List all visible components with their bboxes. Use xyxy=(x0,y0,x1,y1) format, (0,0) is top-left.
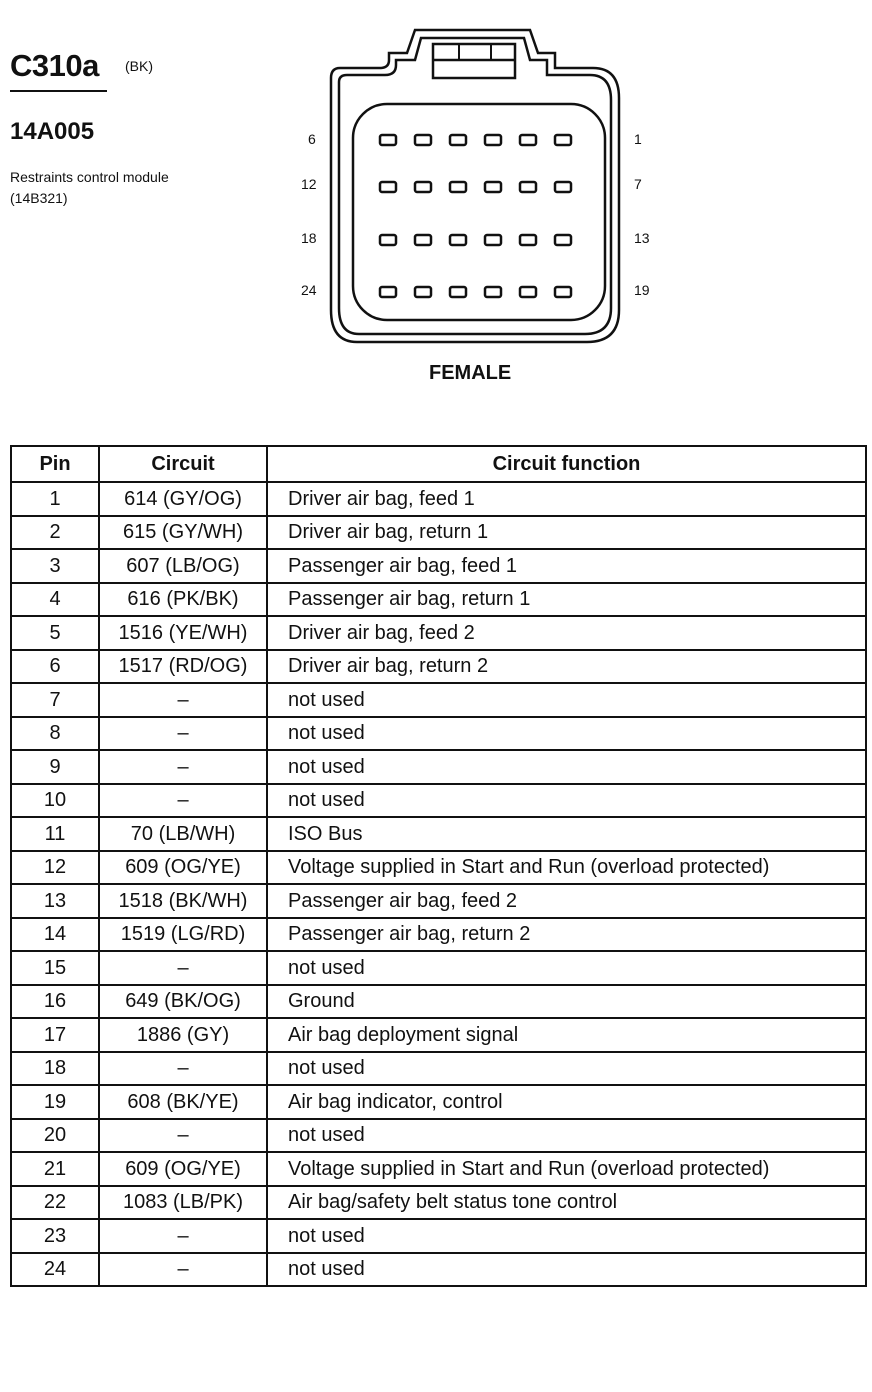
circuit-code: – xyxy=(99,1052,267,1086)
pin-number: 3 xyxy=(11,549,99,583)
circuit-function: Air bag indicator, control xyxy=(267,1085,866,1119)
circuit-function: Passenger air bag, feed 1 xyxy=(267,549,866,583)
pin-number: 19 xyxy=(11,1085,99,1119)
circuit-function: Passenger air bag, return 2 xyxy=(267,918,866,952)
pin-number: 11 xyxy=(11,817,99,851)
pin-cavity xyxy=(415,235,431,245)
pin-number: 10 xyxy=(11,784,99,818)
pin-cavity xyxy=(380,135,396,145)
circuit-code: 607 (LB/OG) xyxy=(99,549,267,583)
circuit-function: not used xyxy=(267,951,866,985)
circuit-code: 649 (BK/OG) xyxy=(99,985,267,1019)
pin-cavity xyxy=(415,287,431,297)
circuit-code: 615 (GY/WH) xyxy=(99,516,267,550)
pin-number: 7 xyxy=(11,683,99,717)
table-row xyxy=(11,650,866,684)
pin-label-right-3: 13 xyxy=(634,230,650,246)
circuit-function: not used xyxy=(267,1253,866,1287)
circuit-code: 1517 (RD/OG) xyxy=(99,650,267,684)
pin-cavity xyxy=(450,235,466,245)
pin-cavity xyxy=(485,235,501,245)
pin-cavity xyxy=(520,235,536,245)
pin-cavity xyxy=(380,287,396,297)
circuit-function: Driver air bag, feed 2 xyxy=(267,616,866,650)
part-number: 14A005 xyxy=(10,118,95,145)
circuit-code: – xyxy=(99,683,267,717)
circuit-function: Driver air bag, return 1 xyxy=(267,516,866,550)
circuit-code: 1516 (YE/WH) xyxy=(99,616,267,650)
circuit-code: 614 (GY/OG) xyxy=(99,482,267,516)
circuit-function: not used xyxy=(267,683,866,717)
table-row xyxy=(11,817,866,851)
table-row xyxy=(11,482,866,516)
table-row xyxy=(11,750,866,784)
pin-cavity xyxy=(520,182,536,192)
circuit-function: not used xyxy=(267,717,866,751)
pin-number: 21 xyxy=(11,1152,99,1186)
table-row xyxy=(11,851,866,885)
circuit-function: not used xyxy=(267,1052,866,1086)
table-row xyxy=(11,1253,866,1287)
pin-cavity xyxy=(380,235,396,245)
table-row xyxy=(11,1052,866,1086)
circuit-code: – xyxy=(99,784,267,818)
pin-cavity xyxy=(555,182,571,192)
circuit-function: Driver air bag, feed 1 xyxy=(267,482,866,516)
circuit-code: 1886 (GY) xyxy=(99,1018,267,1052)
pin-cavity xyxy=(450,287,466,297)
circuit-code: 1519 (LG/RD) xyxy=(99,918,267,952)
header-circuit: Circuit xyxy=(99,446,267,482)
table-row xyxy=(11,884,866,918)
table-row xyxy=(11,985,866,1019)
pin-cavity xyxy=(485,135,501,145)
pin-number: 4 xyxy=(11,583,99,617)
circuit-function: Passenger air bag, feed 2 xyxy=(267,884,866,918)
connector-gender-caption: FEMALE xyxy=(429,362,512,384)
pin-number: 12 xyxy=(11,851,99,885)
pin-number: 5 xyxy=(11,616,99,650)
circuit-code: 609 (OG/YE) xyxy=(99,851,267,885)
pin-number: 15 xyxy=(11,951,99,985)
pin-label-left-2: 12 xyxy=(301,176,317,192)
circuit-code: – xyxy=(99,717,267,751)
circuit-code: – xyxy=(99,1119,267,1153)
circuit-function: Voltage supplied in Start and Run (overload protected) xyxy=(267,1152,866,1186)
circuit-function: Driver air bag, return 2 xyxy=(267,650,866,684)
pin-number: 9 xyxy=(11,750,99,784)
table-row xyxy=(11,717,866,751)
pin-cavity xyxy=(520,135,536,145)
pin-cavity xyxy=(450,182,466,192)
pin-label-right-4: 19 xyxy=(634,282,650,298)
circuit-function: not used xyxy=(267,784,866,818)
table-header-row xyxy=(11,446,866,482)
table-row xyxy=(11,1119,866,1153)
table-row xyxy=(11,1152,866,1186)
circuit-function: not used xyxy=(267,1219,866,1253)
circuit-code: – xyxy=(99,951,267,985)
circuit-function: Air bag/safety belt status tone control xyxy=(267,1186,866,1220)
table-row xyxy=(11,1219,866,1253)
circuit-function: Ground xyxy=(267,985,866,1019)
pin-cavity xyxy=(555,135,571,145)
table-row xyxy=(11,549,866,583)
pin-number: 17 xyxy=(11,1018,99,1052)
pin-number: 16 xyxy=(11,985,99,1019)
table-row xyxy=(11,951,866,985)
circuit-function: not used xyxy=(267,750,866,784)
pin-number: 18 xyxy=(11,1052,99,1086)
pin-number: 22 xyxy=(11,1186,99,1220)
pin-number: 1 xyxy=(11,482,99,516)
table-row xyxy=(11,918,866,952)
pin-cavity xyxy=(555,235,571,245)
pin-cavity xyxy=(520,287,536,297)
circuit-code: 609 (OG/YE) xyxy=(99,1152,267,1186)
module-description: Restraints control module (14B321) xyxy=(10,169,169,206)
pin-number: 23 xyxy=(11,1219,99,1253)
header-pin: Pin xyxy=(11,446,99,482)
table-row xyxy=(11,1085,866,1119)
circuit-function: Voltage supplied in Start and Run (overload protected) xyxy=(267,851,866,885)
circuit-function: Air bag deployment signal xyxy=(267,1018,866,1052)
circuit-code: 616 (PK/BK) xyxy=(99,583,267,617)
table-row xyxy=(11,583,866,617)
pin-cavity xyxy=(485,287,501,297)
connector-face-diagram xyxy=(285,20,635,350)
pinout-table xyxy=(10,445,867,1287)
title-underline xyxy=(10,90,107,92)
pin-label-left-4: 24 xyxy=(301,282,317,298)
circuit-code: 608 (BK/YE) xyxy=(99,1085,267,1119)
circuit-code: 1083 (LB/PK) xyxy=(99,1186,267,1220)
pin-number: 13 xyxy=(11,884,99,918)
pin-label-right-1: 1 xyxy=(634,131,642,147)
pin-cavity xyxy=(555,287,571,297)
table-row xyxy=(11,1018,866,1052)
pin-cavity xyxy=(380,182,396,192)
circuit-code: 70 (LB/WH) xyxy=(99,817,267,851)
pin-number: 24 xyxy=(11,1253,99,1287)
pin-cavity xyxy=(415,135,431,145)
table-row xyxy=(11,784,866,818)
pinout-table-body xyxy=(11,482,866,1286)
circuit-code: – xyxy=(99,1219,267,1253)
circuit-function: ISO Bus xyxy=(267,817,866,851)
pin-number: 8 xyxy=(11,717,99,751)
table-row xyxy=(11,683,866,717)
pin-label-right-2: 7 xyxy=(634,176,642,192)
pin-label-left-3: 18 xyxy=(301,230,317,246)
pin-label-left-1: 6 xyxy=(308,131,316,147)
table-row xyxy=(11,1186,866,1220)
pin-cavity xyxy=(485,182,501,192)
circuit-code: – xyxy=(99,1253,267,1287)
pin-cavity xyxy=(415,182,431,192)
circuit-code: 1518 (BK/WH) xyxy=(99,884,267,918)
pin-number: 20 xyxy=(11,1119,99,1153)
connector-id: C310a xyxy=(10,48,99,83)
connector-color-code: (BK) xyxy=(125,58,153,74)
pin-number: 2 xyxy=(11,516,99,550)
header-circuit-function: Circuit function xyxy=(267,446,866,482)
circuit-function: Passenger air bag, return 1 xyxy=(267,583,866,617)
table-row xyxy=(11,616,866,650)
table-row xyxy=(11,516,866,550)
circuit-function: not used xyxy=(267,1119,866,1153)
circuit-code: – xyxy=(99,750,267,784)
pin-number: 6 xyxy=(11,650,99,684)
pin-cavities xyxy=(380,135,571,297)
pin-cavity xyxy=(450,135,466,145)
pin-number: 14 xyxy=(11,918,99,952)
